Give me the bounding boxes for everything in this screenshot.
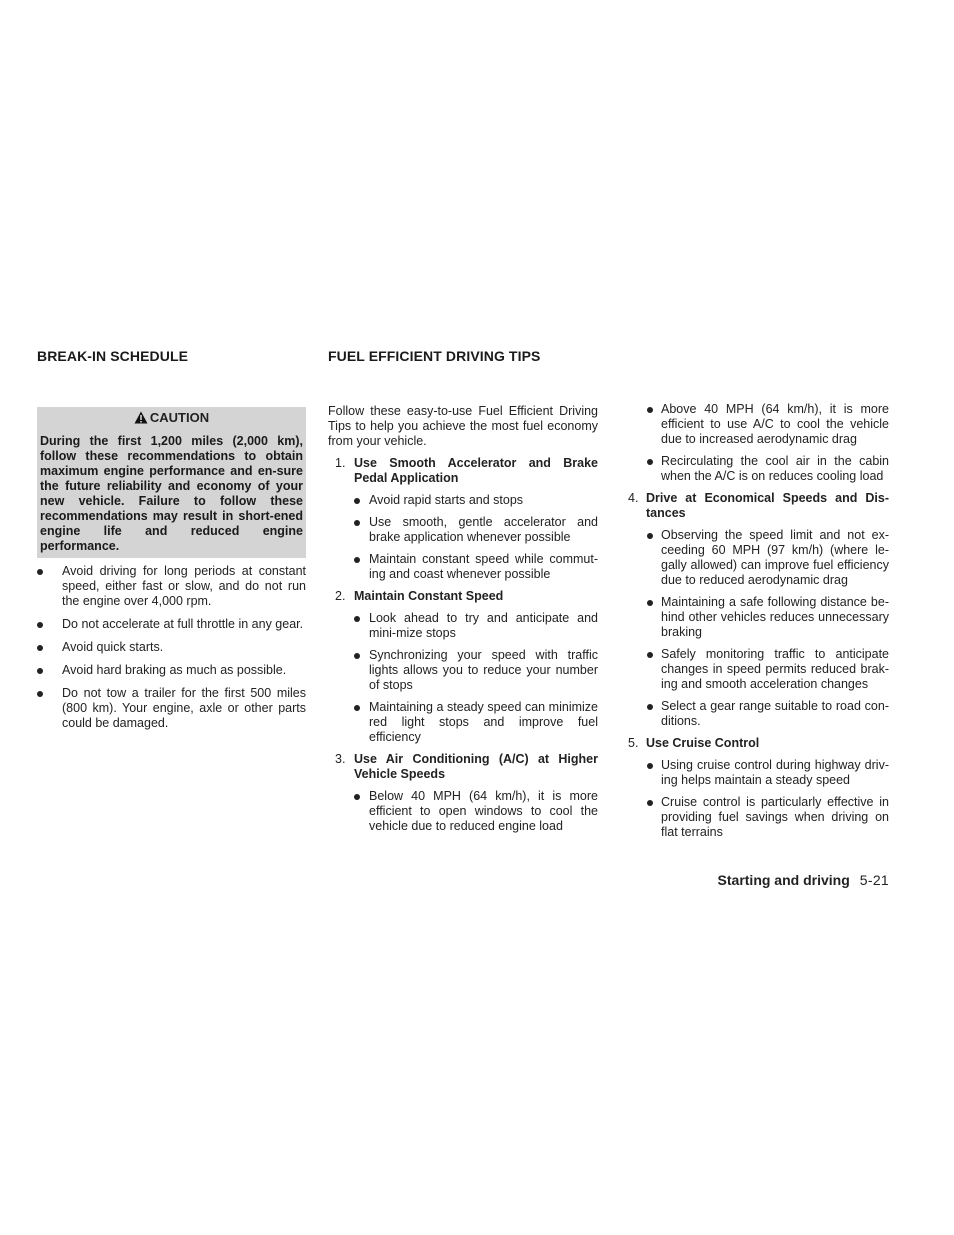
fuel-tips-column-continued: [628, 402, 889, 847]
list-item: Recirculating the cool air in the cabin when the A/C is on reduces cooling load: [628, 454, 889, 484]
break-in-column: [37, 348, 306, 739]
bullet-icon: [354, 705, 360, 711]
tip-item-1: 1. Use Smooth Accelerator and Brake Pedal Application Avoid rapid starts and stops Use smooth, gentle accelerator and brake application whenever possible Maintain constant speed while commut-ing and coast whenever possible: [328, 456, 598, 582]
break-in-title: BREAK-IN SCHEDULE: [37, 348, 189, 364]
list-item: Synchronizing your speed with traffic lights allows you to reduce your number of stops: [328, 648, 598, 693]
tip-heading: Use Air Conditioning (A/C) at Higher Vehicle Speeds: [354, 752, 598, 781]
bullet-icon: [37, 569, 43, 575]
bullet-icon: [37, 668, 43, 674]
tip-heading: Use Smooth Accelerator and Brake Pedal Application: [354, 456, 598, 485]
bullet-icon: [647, 763, 653, 769]
caution-header: [40, 409, 303, 427]
tip-item-5: 5. Use Cruise Control Using cruise control during highway driv-ing helps maintain a steady speed Cruise control is particularly effective in providing fuel savings when driving on flat terrains: [628, 736, 889, 839]
bullet-icon: [37, 622, 43, 628]
list-item: Do not accelerate at full throttle in any gear.: [37, 617, 306, 632]
fuel-tips-column: [328, 348, 598, 841]
list-item: Avoid driving for long periods at constant speed, either fast or slow, and do not run the engine over 4,000 rpm.: [37, 564, 306, 609]
fuel-tips-title: FUEL EFFICIENT DRIVING TIPS: [328, 348, 541, 364]
caution-box: [37, 407, 306, 558]
list-item: Select a gear range suitable to road con-ditions.: [628, 699, 889, 729]
bullet-icon: [354, 520, 360, 526]
warning-triangle-icon: [134, 411, 148, 424]
list-item: Maintaining a safe following distance be-hind other vehicles reduces unnecessary braking: [628, 595, 889, 640]
bullet-icon: [354, 653, 360, 659]
list-item: Cruise control is particularly effective in providing fuel savings when driving on flat terrains: [628, 795, 889, 840]
list-item: Safely monitoring traffic to anticipate changes in speed permits reduced brak-ing and smooth acceleration changes: [628, 647, 889, 692]
list-item: Look ahead to try and anticipate and mini-mize stops: [328, 611, 598, 641]
bullet-icon: [647, 600, 653, 606]
bullet-icon: [647, 652, 653, 658]
bullet-icon: [354, 794, 360, 800]
bullet-icon: [354, 557, 360, 563]
bullet-icon: [647, 459, 653, 465]
tip-item-4: 4. Drive at Economical Speeds and Dis-tances Observing the speed limit and not ex-ceeding 60 MPH (97 km/h) (where le-gally allowed) can improve fuel efficiency due to reduced aerodynamic drag Maintaining a safe following distance be-hind other vehicles reduces unnecessary braking Safely monitoring traffic to anticipate changes in speed permits reduced brak-ing and smooth acceleration changes Select a gear range suitable to road con-ditions.: [628, 491, 889, 728]
bullet-icon: [354, 498, 360, 504]
tip-item-3-continued: [628, 402, 889, 484]
tip-heading: Drive at Economical Speeds and Dis-tances: [646, 491, 889, 520]
bullet-icon: [647, 407, 653, 413]
page-number: 5-21: [859, 872, 889, 888]
list-item: Avoid hard braking as much as possible.: [37, 663, 306, 678]
list-item: Below 40 MPH (64 km/h), it is more efficient to open windows to cool the vehicle due to reduced engine load: [328, 789, 598, 834]
list-item: Use smooth, gentle accelerator and brake application whenever possible: [328, 515, 598, 545]
list-item: Do not tow a trailer for the first 500 miles (800 km). Your engine, axle or other parts could be damaged.: [37, 686, 306, 731]
bullet-icon: [37, 691, 43, 697]
list-item: Using cruise control during highway driv-ing helps maintain a steady speed: [628, 758, 889, 788]
bullet-icon: [647, 800, 653, 806]
bullet-icon: [354, 616, 360, 622]
bullet-icon: [647, 533, 653, 539]
list-item: Maintaining a steady speed can minimize red light stops and improve fuel efficiency: [328, 700, 598, 745]
list-item: Avoid quick starts.: [37, 640, 306, 655]
bullet-icon: [37, 645, 43, 651]
list-item: Above 40 MPH (64 km/h), it is more efficient to use A/C to cool the vehicle due to increased aerodynamic drag: [628, 402, 889, 447]
caution-text: During the first 1,200 miles (2,000 km), follow these recommendations to obtain maximum engine performance and en-sure the future reliability and economy of your new vehicle. Failure to follow these recommendations may result in short-ened engine life and reduced engine performance.: [40, 434, 303, 553]
list-item: Observing the speed limit and not ex-ceeding 60 MPH (97 km/h) (where le-gally allowed) can improve fuel efficiency due to reduced aerodynamic drag: [628, 528, 889, 588]
tip-heading: Maintain Constant Speed: [354, 589, 504, 603]
caution-label: CAUTION: [149, 410, 210, 425]
tip-item-3: 3. Use Air Conditioning (A/C) at Higher Vehicle Speeds Below 40 MPH (64 km/h), it is more efficient to open windows to cool the vehicle due to reduced engine load: [328, 752, 598, 834]
fuel-tips-intro: Follow these easy-to-use Fuel Efficient Driving Tips to help you achieve the most fuel economy from your vehicle.: [328, 404, 598, 448]
bullet-icon: [647, 704, 653, 710]
tip-item-2: 2. Maintain Constant Speed Look ahead to try and anticipate and mini-mize stops Synchronizing your speed with traffic lights allows you to reduce your number of stops Maintaining a steady speed can minimize red light stops and improve fuel efficiency: [328, 589, 598, 745]
page-footer: [718, 872, 889, 888]
tip-heading: Use Cruise Control: [646, 736, 760, 750]
break-in-list: [37, 564, 306, 731]
list-item: Maintain constant speed while commut-ing and coast whenever possible: [328, 552, 598, 582]
list-item: Avoid rapid starts and stops: [328, 493, 598, 508]
footer-section-name: Starting and driving: [717, 872, 850, 888]
